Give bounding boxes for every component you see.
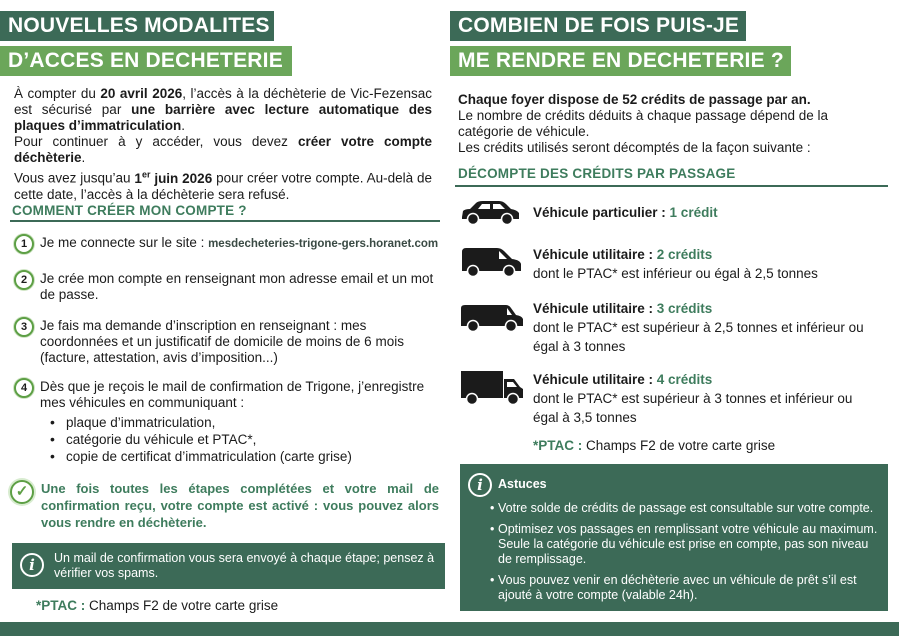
tips-title: Astuces xyxy=(498,477,547,491)
info-icon: i xyxy=(468,473,492,497)
step-2: 2 Je crée mon compte en renseignant mon adresse email et un mot de passe. xyxy=(14,271,444,303)
left-title-line2: D’ACCES EN DECHETERIE xyxy=(0,46,292,76)
intro-paragraph-2: Pour continuer à y accéder, vous devez créer votre compte déchèterie. xyxy=(14,134,433,165)
vehicle-particulier: Véhicule particulier : 1 crédit xyxy=(533,205,718,220)
van-icon xyxy=(459,303,525,333)
step-4: 4 Dès que je reçois le mail de confirmation de Trigone, j’enregistre mes véhicules en communiquant : • plaque d’immatriculation, • catégorie du véhicule et PTAC*, • copie de certificat d’immatriculation (carte grise) xyxy=(14,379,444,465)
left-ptac-note: *PTAC : Champs F2 de votre carte grise xyxy=(36,598,279,613)
step-number-2: 2 xyxy=(14,270,34,290)
credits-explanation: Le nombre de crédits déduits à chaque passage dépend de la catégorie de véhicule. xyxy=(458,108,829,139)
car-icon xyxy=(459,200,521,226)
tips-list xyxy=(490,501,882,609)
how-to-heading: COMMENT CRÉER MON COMPTE ? xyxy=(12,203,247,218)
checkmark-icon: ✓ xyxy=(10,480,34,504)
vehicle-utilitaire-2: Véhicule utilitaire : 2 crédits dont le PTAC* est inférieur ou égal à 2,5 tonnes xyxy=(533,247,818,281)
step-number-3: 3 xyxy=(14,317,34,337)
list-item: • Vous pouvez venir en déchèterie avec un véhicule de prêt s’il est ajouté à votre compte (valable 24h). xyxy=(490,573,882,603)
vehicle-utilitaire-4: Véhicule utilitaire : 4 crédits dont le PTAC* est supérieur à 3 tonnes et inférieur ou égal à 3,5 tonnes xyxy=(533,372,853,425)
how-to-divider xyxy=(10,220,440,222)
decompte-heading: DÉCOMPTE DES CRÉDITS PAR PASSAGE xyxy=(458,166,736,181)
tips-box xyxy=(460,464,888,611)
small-van-icon xyxy=(459,246,523,278)
info-text: Un mail de confirmation vous sera envoyé à chaque étape; pensez à vérifier vos spams. xyxy=(54,551,435,580)
bottom-band xyxy=(0,622,899,636)
credits-explanation-2: Les crédits utilisés seront décomptés de la façon suivante : xyxy=(458,140,811,155)
activation-message: Une fois toutes les étapes complétées et votre mail de confirmation reçu, votre compte est activé : vous pouvez alors vous rendre en déchèterie. xyxy=(41,481,439,530)
right-ptac-note: *PTAC : Champs F2 de votre carte grise xyxy=(533,438,776,453)
right-title-line2: ME RENDRE EN DECHETERIE ? xyxy=(450,46,791,76)
step-number-1: 1 xyxy=(14,234,34,254)
intro-paragraph-1: À compter du 20 avril 2026, l’accès à la déchèterie de Vic-Fezensac est sécurisé par une barrière avec lecture automatique des plaques d’immatriculation. xyxy=(14,86,432,133)
step-1: 1 Je me connecte sur le site : mesdecheteries-trigone-gers.horanet.com xyxy=(14,235,444,252)
step-4-list xyxy=(50,414,444,465)
vehicle-utilitaire-3: Véhicule utilitaire : 3 crédits dont le PTAC* est supérieur à 2,5 tonnes et inférieur ou égal à 3 tonnes xyxy=(533,301,864,354)
step-3: 3 Je fais ma demande d’inscription en renseignant : mes coordonnées et un justificatif de domicile de moins de 6 mois (facture, attestation, avis d’imposition...) xyxy=(14,318,444,366)
left-info-box xyxy=(12,543,445,589)
intro-text xyxy=(14,86,432,203)
list-item: • plaque d’immatriculation, xyxy=(50,414,444,431)
step-number-4: 4 xyxy=(14,378,34,398)
list-item: • copie de certificat d’immatriculation (carte grise) xyxy=(50,448,444,465)
credits-intro xyxy=(458,92,868,156)
decompte-divider xyxy=(455,185,888,187)
truck-icon xyxy=(459,370,525,406)
website-link[interactable]: mesdecheteries-trigone-gers.horanet.com xyxy=(208,238,439,250)
info-icon: i xyxy=(20,553,44,577)
left-title-line1: NOUVELLES MODALITES xyxy=(0,11,274,41)
credits-total: Chaque foyer dispose de 52 crédits de passage par an. xyxy=(458,92,811,107)
right-title-line1: COMBIEN DE FOIS PUIS-JE xyxy=(450,11,746,41)
intro-paragraph-3: Vous avez jusqu’au 1er juin 2026 pour créer votre compte. Au-delà de cette date, l’accès à la déchèterie sera refusé. xyxy=(14,169,432,202)
list-item: • Optimisez vos passages en remplissant votre véhicule au maximum. Seule la catégorie du véhicule est prise en compte, pas son niveau de remplissage. xyxy=(490,522,882,567)
list-item: • Votre solde de crédits de passage est consultable sur votre compte. xyxy=(490,501,882,516)
list-item: • catégorie du véhicule et PTAC*, xyxy=(50,431,444,448)
